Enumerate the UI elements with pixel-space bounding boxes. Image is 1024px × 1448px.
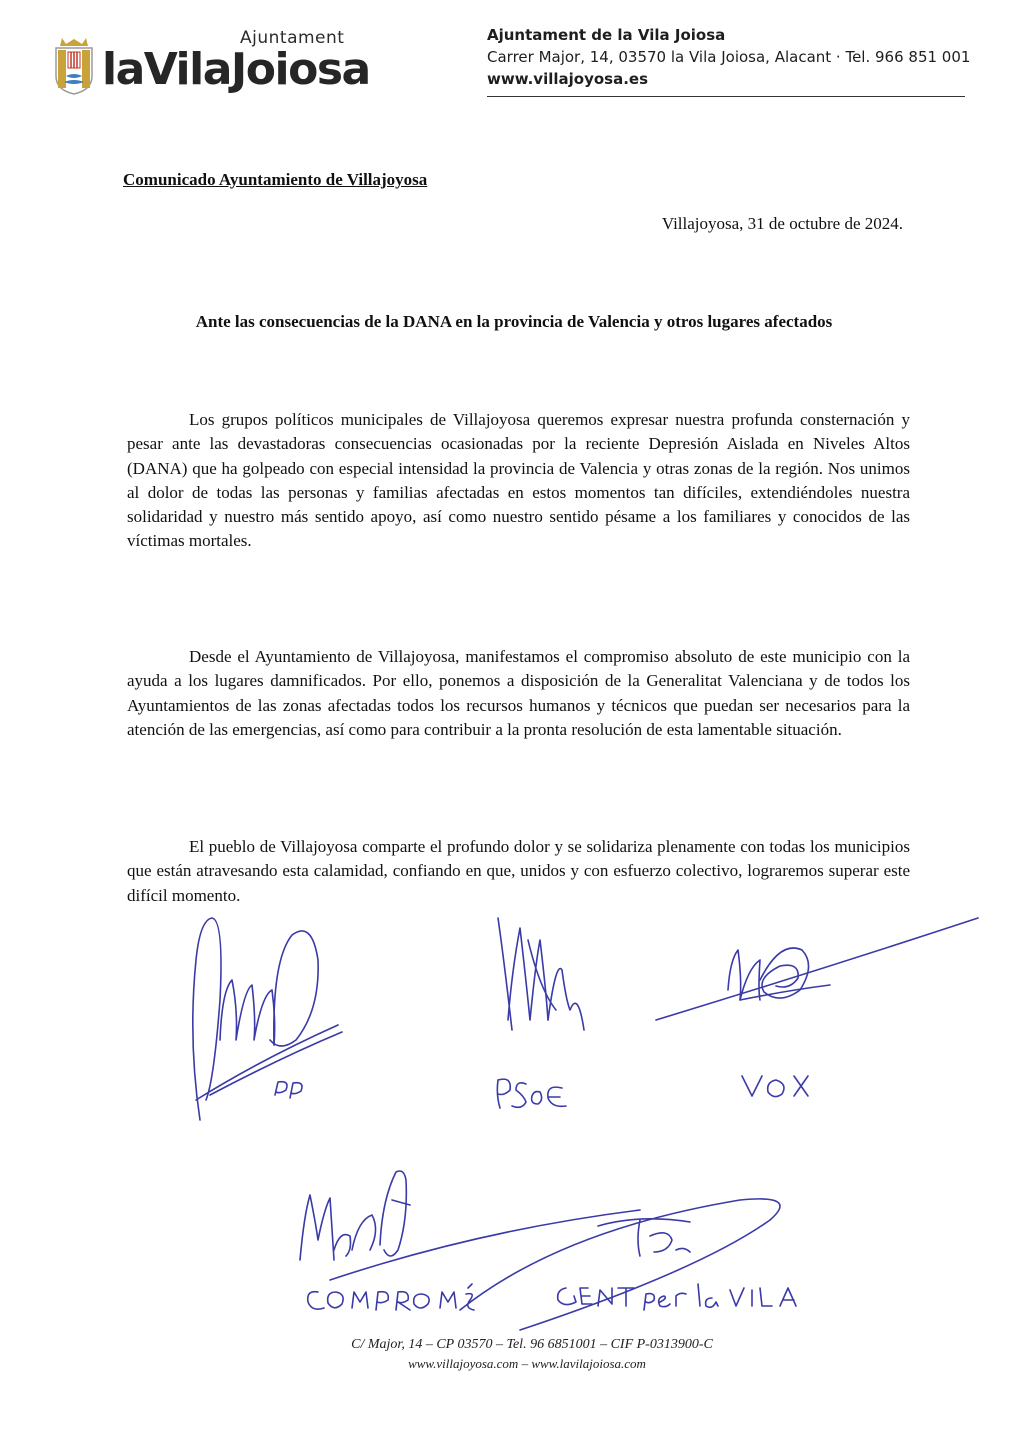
signature-psoe xyxy=(497,918,584,1108)
paragraph-1: Los grupos políticos municipales de Villajoyosa queremos expresar nuestra profunda consternación y pesar ante las devastadoras consecuencias ocasionadas por la reciente Depresión Aislada en Niveles Altos (DANA) que ha golpeado con especial intensidad la provincia de Valencia y otras zonas de la región. Nos unimos al dolor de todas las personas y familias afectadas en estos momentos tan difíciles, extendiéndoles nuestra solidaridad y nuestro más sentido apoyo, así como nuestro sentido pésame a los familiares y conocidos de las víctimas mortales. xyxy=(127,410,910,551)
organization-website: www.villajoyosa.es xyxy=(487,70,649,88)
organization-address: Carrer Major, 14, 03570 la Vila Joiosa, Alacant · Tel. 966 851 001 xyxy=(487,48,971,66)
paragraph-3: El pueblo de Villajoyosa comparte el profundo dolor y se solidariza plenamente con todas los municipios que están atravesando esta calamidad, confiando en que, unidos y con esfuerzo colectivo, lograremos superar este difícil momento. xyxy=(127,837,910,905)
page-footer xyxy=(0,1335,1024,1373)
signature-pp xyxy=(193,918,342,1120)
signature-gent-per-la-vila xyxy=(460,1199,796,1330)
document-subject: Ante las consecuencias de la DANA en la provincia de Valencia y otros lugares afectados xyxy=(195,312,833,331)
footer-websites: www.villajoyosa.com – www.lavilajoiosa.com xyxy=(408,1356,646,1371)
footer-address: C/ Major, 14 – CP 03570 – Tel. 96 6851001 – CIF P-0313900-C xyxy=(351,1337,713,1352)
signature-vox xyxy=(656,918,978,1097)
logo-subtitle: Ajuntament xyxy=(240,28,345,48)
signature-compromis xyxy=(300,1171,640,1310)
paragraph-2: Desde el Ayuntamiento de Villajoyosa, manifestamos el compromiso absoluto de este municipio con la ayuda a los lugares damnificados. Por ello, ponemos a disposición de la Generalitat Valenciana y de todos los Ayuntamientos de las zonas afectadas todos los recursos humanos y técnicos que puedan ser necesarios para la atención de las emergencias, así como para contribuir a la pronta resolución de esta lamentable situación. xyxy=(127,647,910,739)
logo-wordmark: laVilaJoiosa xyxy=(102,44,370,95)
document-title: Comunicado Ayuntamiento de Villajoyosa xyxy=(123,170,428,189)
document-date: Villajoyosa, 31 de octubre de 2024. xyxy=(661,214,903,233)
organization-name: Ajuntament de la Vila Joiosa xyxy=(487,26,726,44)
